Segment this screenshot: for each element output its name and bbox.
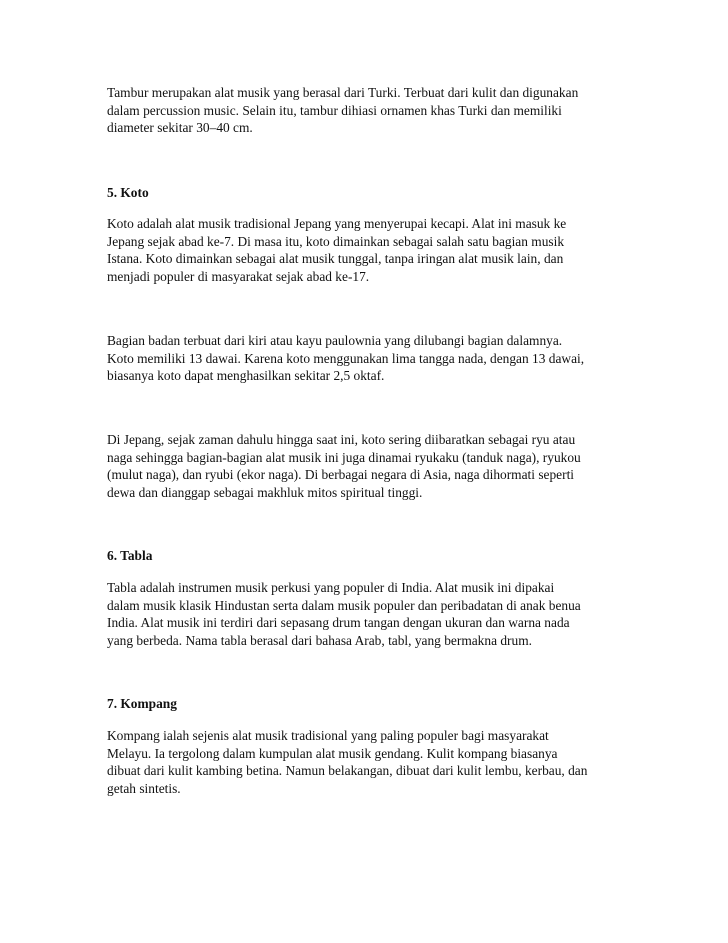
paragraph-tabla: Tabla adalah instrumen musik perkusi yang populer di India. Alat musik ini dipakai dalam musik klasik Hindustan serta dalam musik populer dan peribadatan di anak benua India. Alat musik ini terdiri dari sepasang drum tangan dengan ukuran dan warna nada yang berbeda. Nama tabla berasal dari bahasa Arab, tabl, yang bermakna drum.: [107, 580, 581, 648]
paragraph-koto-intro: Koto adalah alat musik tradisional Jepang yang menyerupai kecapi. Alat ini masuk ke Jepang sejak abad ke-7. Di masa itu, koto dimainkan sebagai salah satu bagian musik Istana. Koto dimainkan sebagai alat musik tunggal, tanpa iringan alat musik lain, dan menjadi populer di masyarakat sejak abad ke-17.: [107, 216, 567, 284]
heading-koto: 5. Koto: [107, 185, 149, 200]
heading-kompang: 7. Kompang: [107, 696, 177, 711]
heading-tabla: 6. Tabla: [107, 548, 153, 563]
paragraph-tambur: Tambur merupakan alat musik yang berasal dari Turki. Terbuat dari kulit dan digunakan dalam percussion music. Selain itu, tambur dihiasi ornamen khas Turki dan memiliki diameter sekitar 30–40 cm.: [107, 85, 579, 136]
paragraph-koto-body: Bagian badan terbuat dari kiri atau kayu paulownia yang dilubangi bagian dalamnya. Koto memiliki 13 dawai. Karena koto menggunakan lima tangga nada, dengan 13 dawai, biasanya koto dapat menghasilkan sekitar 2,5 oktaf.: [107, 333, 585, 384]
paragraph-kompang: Kompang ialah sejenis alat musik tradisional yang paling populer bagi masyarakat Melayu. Ia tergolong dalam kumpulan alat musik gendang. Kulit kompang biasanya dibuat dari kulit kambing betina. Namun belakangan, dibuat dari kulit lembu, kerbau, dan getah sintetis.: [107, 728, 588, 796]
paragraph-koto-dragon: Di Jepang, sejak zaman dahulu hingga saat ini, koto sering diibaratkan sebagai ryu atau naga sehingga bagian-bagian alat musik ini juga dinamai ryukaku (tanduk naga), ryukou (mulut naga), dan ryubi (ekor naga). Di berbagai negara di Asia, naga dihormati seperti dewa dan dianggap sebagai makhluk mitos spiritual tinggi.: [107, 432, 581, 500]
